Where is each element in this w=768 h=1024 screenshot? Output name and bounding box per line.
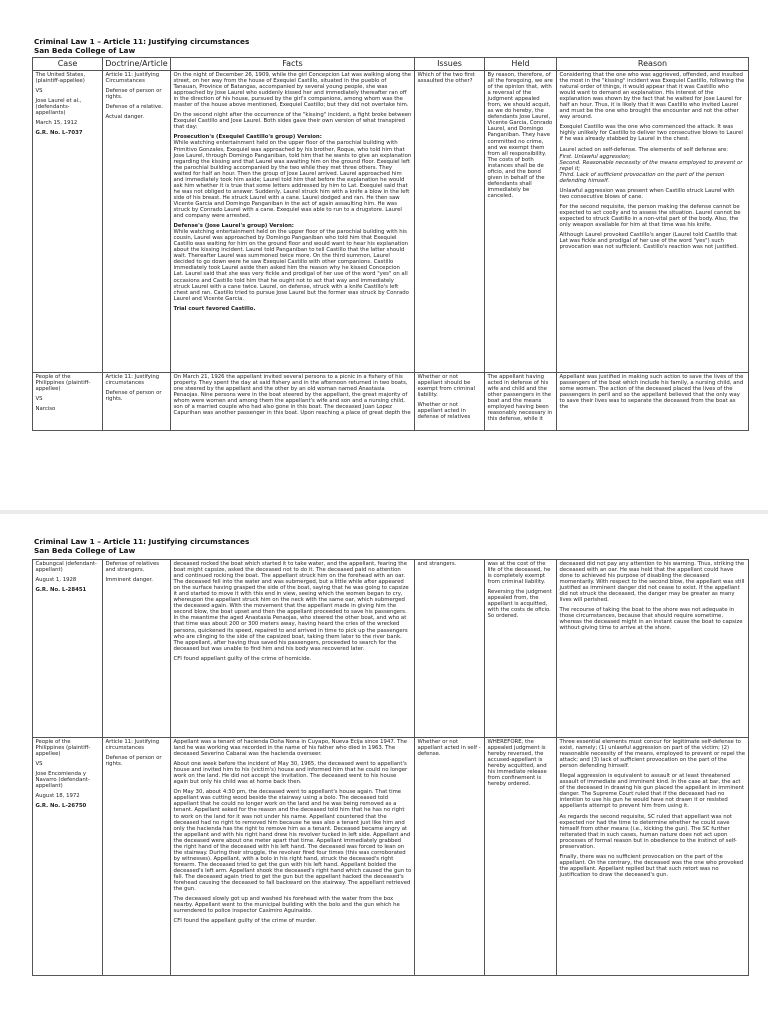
column-header-issues: Issues <box>415 58 485 71</box>
table-row <box>33 373 749 431</box>
facts-paragraph: On the night of December 26, 1909, while the girl Concepcion Lat was walking along the street, on her way from the house of Exequiel Castillo, situated in the pueblo of Tanauan, Province of Batangas, accompanied by several young people, she was approached by Jose Laurel who suddenly kissed her and immediately thereafter ran off in the direction of his house, pursued by the girl's companions, among whom was the master of the house above mentioned, Exequiel Castillo; but they did not overtake him. <box>173 72 412 109</box>
reason-list-item: First. Unlawful aggression; <box>559 153 631 160</box>
facts-paragraph: CFI found the appellant guilty of the crime of murder. <box>173 918 317 925</box>
case-parties: Jose Encomienda y Navarro (defendant-appellant) <box>35 771 90 790</box>
issues-cell <box>415 560 485 738</box>
held-cell <box>485 71 557 373</box>
case-date: August 18, 1972 <box>35 793 80 800</box>
facts-subheading: Prosecution's (Exequiel Castillo's group) Version: <box>173 134 322 141</box>
case-date: March 15, 1912 <box>35 120 78 127</box>
held-cell <box>485 560 557 738</box>
table-row <box>33 738 749 976</box>
held-cell <box>485 373 557 431</box>
doctrine-item: Article 11: Justifying circumstances <box>105 739 160 752</box>
doctrine-cell <box>103 560 171 738</box>
reason-paragraph: The recourse of taking the boat to the shore was not adequate in those circumstances, because that should require sometime, whereas the deceased might in an instant cause the boat to capsize without giving time to arrive at the shore. <box>559 607 743 632</box>
facts-paragraph: On March 21, 1926 the appellant invited several persons to a picnic in a fishery of his property. They spent the day at said fishery and in the afternoon returned in two boats, one steered by the appellant and the other by an old woman named Anastasia Penaojas. Nine persons were in the boat steered by the appellant, the great majority of whom were women and among them the appellant's wife and son and a nursing child, son of a married couple who had also gone in this boat. The deceased Juan Lopez Capurihan was another passenger in this boat. Upon reaching a place of great depth the <box>173 374 411 417</box>
facts-subheading: Defense's (Jose Laurel's group) Version: <box>173 223 294 230</box>
doctrine-item: Actual danger. <box>105 114 145 121</box>
case-digest-table-continued <box>32 559 749 976</box>
reason-paragraph: For the second requisite, the person making the defense cannot be expected to act coolly and to assess the situation. Laurel cannot be expected to struck Castillo in a non-vital part of the body. Also, the only weapon available for him at that time was his knife. <box>559 203 741 229</box>
held-paragraph: was at the cost of the life of the deceased, he is completely exempt from criminal liability. <box>487 561 551 586</box>
facts-paragraph: About one week before the incident of May 30, 1965, the deceased went to appellant's house and invited him to his (victim's) house and informed him that he could no longer work on the land. He did not accept the invitation. The deceased went to his house again but only his child was at home back then. <box>173 761 408 786</box>
doctrine-cell <box>103 738 171 976</box>
doctrine-item: Defense of a relative. <box>105 104 163 111</box>
reason-paragraph: Finally, there was no sufficient provocation on the part of the appellant. On the contrary, the deceased was the one who provoked the appellant. Appellant replied but that such retort was no justification to draw the deceased's gun. <box>559 853 744 878</box>
facts-cell <box>171 373 415 431</box>
reason-paragraph: Illegal aggression is equivalent to assault or at least threatened assault of immediate and imminent kind. In the case at bar, the act of the deceased in drawing his gun placed the appellant in imminent danger. The Supreme Court ruled that if the deceased had no intention to use his gun he would have not drawn it or resisted appellants attempt to prevent him from using it. <box>559 773 744 810</box>
case-cell <box>33 738 103 976</box>
document-page-1 <box>0 0 768 510</box>
column-header-reason: Reason <box>557 58 749 71</box>
reason-paragraph: Considering that the one who was aggrieved, offended, and insulted the most in the "kissing" incident was Exequiel Castillo, following the natural order of things, it would appear that it was Castillo who would want to demand an explanation. His interest of the explanation was shown by the fact that he waited for Jose Laurel for half an hour. Thus, it is likely that it was Castillo who invited Laurel and must be the one who brought the encounter and not the other way around. <box>559 72 745 121</box>
reason-paragraph: Three essential elements must concur for legitimate self-defense to exist, namely; (1) unlawful aggression on part of the victim; (2) reasonable necessity of the means, employed to prevent or repel the attack; and (3) lack of sufficient provocation on the part of the person defending himself. <box>559 739 746 770</box>
doctrine-item: Article 11: Justifying circumstances <box>105 374 160 387</box>
header-school-name: San Beda College of Law <box>34 546 136 555</box>
issue-item: Whether or not appellant should be exempt from criminal liability. <box>417 374 475 399</box>
page-header <box>34 37 249 55</box>
held-cell <box>485 738 557 976</box>
facts-cell <box>171 738 415 976</box>
table-row <box>33 560 749 738</box>
column-header-held: Held <box>485 58 557 71</box>
doctrine-cell <box>103 373 171 431</box>
doctrine-item: Article 11: Justifying Circumstances <box>105 72 160 85</box>
case-cell <box>33 560 103 738</box>
facts-paragraph: deceased rocked the boat which started it to take water, and the appellant, fearing the boat might capsize, asked the deceased not to do it. The deceased paid no attention and continued rocking the boat. The appellant struck him on the forehead with an oar. The deceased fell into the water and was submerged, but a little while after appeared on the surface having grasped the side of the boat, saying that he was going to capsize it and started to move it with this end in view, seeing which the women began to cry, whereupon the appellant struck him on the neck with the same oar, which submerged the deceased again. With the movement that the appellant made in giving him the second blow, the boat upset and then the appellant proceeded to save his passengers. In the meantime the aged Anastasia Penaojas, who steered the other boat, and who at that time was about 200 or 300 meters away, having heard the cries of the wrecked persons, quickened its speed, repaired to and arrived in time to pick up the passengers who are clinging to the side of the capsized boat, taking them later to the river bank. The appellant, after having thus saved his passengers, proceeded to search for the deceased but was unable to find him and his body was recovered later. <box>173 561 409 652</box>
column-header-case: Case <box>33 58 103 71</box>
reason-paragraph: Unlawful aggression was present when Castillo struck Laurel with two consecutive blows of cane. <box>559 187 735 200</box>
case-date: August 1, 1928 <box>35 577 77 584</box>
case-gr-number: G.R. No. L-28451 <box>35 587 87 594</box>
issue-item: and strangers. <box>417 561 457 567</box>
column-header-doctrine: Doctrine/Article <box>103 58 171 71</box>
reason-cell <box>557 560 749 738</box>
case-gr-number: G.R. No. L-26750 <box>35 803 87 810</box>
facts-cell <box>171 560 415 738</box>
case-parties: Jose Laurel et al., (defendants-appellants) <box>35 98 82 117</box>
issue-item: Whether or not appellant acted in self -defense. <box>417 739 481 758</box>
case-versus: VS <box>35 88 43 95</box>
issues-cell <box>415 71 485 373</box>
facts-paragraph: Appellant was a tenant of hacienda Doña Nona in Cuyapo, Nueva Ecija since 1947. The land he was working was recorded in the name of his father who died in 1963. The deceased Severino Cabarai was the hacienda overseer. <box>173 739 408 758</box>
case-versus: VS <box>35 761 43 768</box>
reason-paragraph: Exequiel Castillo was the one who commenced the attack. It was highly unlikely for Castillo to deliver two consecutive blows to Laurel if he was already stabbed by Laurel in the chest. <box>559 124 743 143</box>
reason-paragraph: deceased did not pay any attention to his warning. Thus, striking the deceased with an oar. He was held that the appellant could have done to achieved his purpose of disabling the deceased momentarily. With respect to the second blow, the appellant was still justified as imminent danger did not cease to exist. If the appellant did not struck the deceased, the danger may be greater as many lives will perished. <box>559 561 745 604</box>
case-parties: Cabungcal (defendant-appellant) <box>35 561 97 574</box>
case-parties: Narciso <box>35 406 56 413</box>
issues-cell <box>415 373 485 431</box>
issue-item: Whether or not appellant acted in defense of relatives <box>417 402 471 421</box>
reason-paragraph: Although Laurel provoked Castillo's anger (Laurel told Castillo that Lat was fickle and prodigal of her use of the word "yes") such provocation was not sufficient. Castillo's reaction was not justified. <box>559 232 738 251</box>
header-school-name: San Beda College of Law <box>34 46 136 55</box>
doctrine-cell <box>103 71 171 373</box>
doctrine-item: Defense of person or rights. <box>105 88 162 101</box>
page-header <box>34 537 249 555</box>
column-header-facts: Facts <box>171 58 415 71</box>
doctrine-item: Imminent danger. <box>105 577 153 584</box>
facts-paragraph: While watching entertainment held on the upper floor of the parochial building with his cousin, Laurel was approached by Domingo Panganiban who told him that Exequiel Castillo was waiting for him on the ground floor and would want to hear his explanation about the kissing incident. Laurel told Panganiban to tell Castillo that the latter should wait. Thereafter Laurel was summoned twice more. On the third summon, Laurel decided to go down were he saw Exequiel Castillo with other companions. Castillo immediately took Laurel aside then asked him the reason why he kissed Concepcion Lat. Laurel said that she was very fickle and prodigal of her use of the word "yes" on all occasions and Castillo told him that he ought not to act that way and immediately struck Laurel with a cane twice. Laurel, on defense, struck with a knife Castillo's left chest and ran. Castillo tried to pursue Jose Laurel but the former was struck by Conrado Laurel and Vicente Garcia. <box>173 229 409 302</box>
facts-paragraph: While watching entertainment held on the upper floor of the parochial building with Primitivo Gonzales, Exequiel was approached by his brother, Roque, who told him that Jose Laurel, through Domingo Panganiban, told him that he wants to give an explanation regarding the kissing and that Laurel was awaiting him on the ground floor. Exequiel left the parochial building accompanied by the two while they met three others. They waited for half an hour. Then the group of Jose Laurel arrived. Laurel approached him and immediately took him aside; Laurel told him that before the explanation he would ask him whether it is true that some letters addressed by him to Lat. Exequiel said that he was not obliged to answer. Suddenly, Laurel struck him with a knife a blow in the left side of his breast. He struck Laurel with a cane. Laurel dodged and ran. He then saw Vicente Garcia and Domingo Panganiban in the act of again assaulting him. He was struck by Conrado Laurel with a cane. Exequiel was able to run to a drugstore. Laurel and company were arrested. <box>173 140 412 220</box>
facts-cell <box>171 71 415 373</box>
case-parties: People of the Philippines (plaintiff-appellee) <box>35 739 91 758</box>
doctrine-item: Defense of relatives and strangers. <box>105 561 160 574</box>
table-row <box>33 71 749 373</box>
reason-cell <box>557 373 749 431</box>
case-cell <box>33 71 103 373</box>
held-paragraph: WHEREFORE, the appealed judgment is hereby reversed, the accused-appellant is hereby acquitted, and his immediate release from confinement is hereby ordered. <box>487 739 547 788</box>
doctrine-item: Defense of person or rights. <box>105 390 162 403</box>
table-header-row <box>33 58 749 71</box>
case-versus: VS <box>35 396 43 403</box>
case-digest-table <box>32 57 749 431</box>
reason-paragraph: Laurel acted on self-defense. The elements of self defense are: <box>559 146 729 153</box>
facts-paragraph: Trial court favored Castillo. <box>173 305 256 312</box>
doctrine-item: Defense of person or rights. <box>105 755 162 768</box>
reason-paragraph: As regards the second requisite, SC ruled that appellant was not expected nor had the time to determine whether he could save himself from other means (i.e., kicking the gun). The SC further reiterated that in such cases, human nature does not act upon processes of formal reason but in obedience to the instinct of self-preservation. <box>559 813 737 850</box>
facts-paragraph: The deceased slowly got up and washed his forehead with the water from the box nearby. Appellant went to the municipal building with the bolo and the gun which he surrendered to police inspector Casimiro Aguinaldo. <box>173 896 400 915</box>
facts-paragraph: On May 30, about 4:30 pm, the deceased went to appellant's house again. That time appellant was cutting wood beside the stairway using a bolo. The deceased told appellant that he could no longer work on the land and he was being removed as a tenant. Appellant asked for the reason and the deceased told him that he has no right to work on the land for it was not under his name. Appellant countered that the deceased had no right to removed him because he was also a tenant just like him and only the hacienda has the right to remove him as a tenant. Deceased became angry at the appellant and with his right hand drew his revolver tucked in left side. Appellant and the deceased were about one meter apart that time. Appellant immediately grabbed the right hand of the deceased with his left hand. The deceased was forced to lean on the stairway. During their struggle, the revolver fired four times (this was corroborated by witnesses). Appellant, with a bolo in his right hand, struck the deceased's right forearm. The deceased tried to get the gun with his left hand. Appellant bolded the deceased's left arm. Appellant shook the deceased's right hand which caused the gun to fall. The deceased again tried to get the gun but the appellant hacked the deceased's forehead causing the deceased to fall backward on the stairway. The appellant retrieved the gun. <box>173 789 412 893</box>
held-paragraph: By reason, therefore, of all the foregoing, we are of the opinion that, with a reversal of the judgment appealed from, we should acquit, as we do hereby, the defendants Jose Laurel, Vicente Garcia, Conrado Laurel, and Domingo Panganiban. They have committed no crime, and we exempt them from all responsibility. The costs of both instances shall be de oficio, and the bond given in behalf of the defendants shall immediately be canceled. <box>487 72 553 199</box>
case-parties: People of the Philippines (plaintiff-appellee) <box>35 374 91 393</box>
case-cell <box>33 373 103 431</box>
reason-list-item: Third. Lack of sufficient provocation on the part of the person defending himself. <box>559 171 725 184</box>
document-page-2 <box>0 514 768 1024</box>
reason-paragraph: Appellant was justified in making such action to save the lives of the passengers of the boat which include his family, a nursing child, and some women. The action of the deceased placed the lives of the passengers in peril and so the appellant believed that the only way to save their lives was to separate the deceased from the boat as the <box>559 374 744 411</box>
held-paragraph: The appellant having acted in defense of his wife and child and the other passengers in the boat and the means employed having been reasonably necessary in this defense, while it <box>487 374 553 423</box>
case-parties: The United States, (plaintiff-appellee) <box>35 72 86 85</box>
facts-paragraph: CFI found appellant guilty of the crime of homicide. <box>173 655 312 662</box>
reason-cell <box>557 738 749 976</box>
reason-list-item: Second. Reasonable necessity of the means employed to prevent or repel it; <box>559 159 743 172</box>
reason-cell <box>557 71 749 373</box>
facts-paragraph: On the second night after the occurrence of the "kissing" incident, a fight broke between Exequiel Castillo and Jose Laurel. Both sides gave their own version of what transpired that day: <box>173 112 412 131</box>
header-course-title: Criminal Law 1 – Article 11: Justifying circumstances <box>34 37 250 46</box>
case-gr-number: G.R. No. L-7037 <box>35 130 83 137</box>
header-course-title: Criminal Law 1 – Article 11: Justifying circumstances <box>34 537 250 546</box>
issue-item: Which of the two first assaulted the other? <box>417 72 475 85</box>
held-paragraph: Reversing the judgment appealed from, the appellant is acquitted, with the costs de oficio. So ordered. <box>487 589 552 620</box>
issues-cell <box>415 738 485 976</box>
